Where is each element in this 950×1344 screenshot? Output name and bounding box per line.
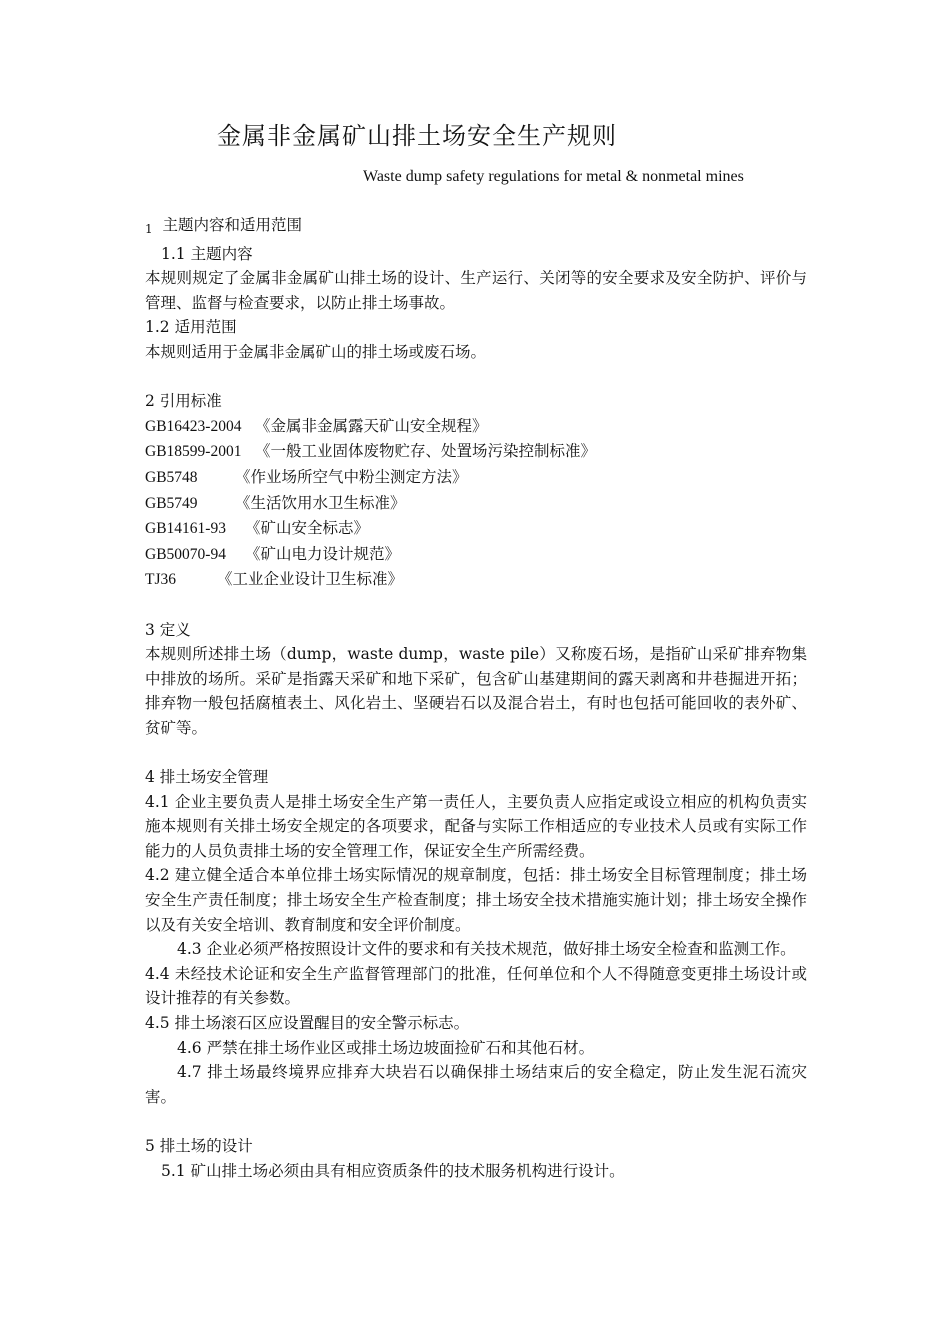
section-1-1-text: 本规则规定了金属非金属矿山排土场的设计、生产运行、关闭等的安全要求及安全防护、评价与管理、监督与检查要求，以防止排土场事故。 (145, 269, 807, 312)
reference-title: 《矿山安全标志》 (245, 519, 370, 538)
reference-item (145, 439, 807, 465)
clause-4-6: 4.6 严禁在排土场作业区或排土场边坡面捡矿石和其他石材。 (177, 1038, 595, 1057)
reference-item (145, 465, 807, 491)
section-3-text: 本规则所述排土场（dump，waste dump，waste pile）又称废石场，是指矿山采矿排弃物集中排放的场所。采矿是指露天采矿和地下采矿，包含矿山基建期间的露天剥离和井巷掘进开拓；排弃物一般包括腐植表土、风化岩土、坚硬岩石以及混合岩土，有时也包括可能回收的表外矿、贫矿等。 (145, 645, 807, 737)
document-subtitle: Waste dump safety regulations for metal & nonmetal mines (363, 168, 744, 185)
document-title: 金属非金属矿山排土场安全生产规则 (217, 122, 617, 150)
section-2-heading: 2 引用标准 (145, 392, 222, 411)
reference-item (145, 516, 807, 542)
section-3-heading: 3 定义 (145, 620, 191, 639)
section-1-title: 主题内容和适用范围 (162, 216, 303, 234)
section-1-heading (145, 213, 807, 242)
section-1-1-heading: 1.1 主题内容 (161, 244, 253, 263)
clause-4-3: 4.3 企业必须严格按照设计文件的要求和有关技术规范，做好排土场安全检查和监测工作。 (177, 940, 796, 959)
reference-code: GB50070-94 (145, 545, 226, 563)
reference-item (145, 414, 807, 440)
reference-title: 《生活饮用水卫生标准》 (235, 493, 406, 512)
reference-item (145, 542, 807, 568)
reference-code: GB5749 (145, 494, 198, 512)
reference-title: 《金属非金属露天矿山安全规程》 (255, 416, 488, 435)
reference-item (145, 491, 807, 517)
reference-title: 《矿山电力设计规范》 (245, 544, 401, 563)
reference-code: GB16423-2004 (145, 417, 242, 435)
section-4-heading: 4 排土场安全管理 (145, 768, 269, 787)
clause-4-1: 4.1 企业主要负责人是排土场安全生产第一责任人，主要负责人应指定或设立相应的机构负责实施本规则有关排土场安全规定的各项要求，配备与实际工作相适应的专业技术人员或有实际工作能力的人员负责排土场的安全管理工作，保证安全生产所需经费。 (145, 792, 807, 860)
reference-list (145, 414, 807, 593)
reference-title: 《一般工业固体废物贮存、处置场污染控制标准》 (255, 442, 597, 461)
clause-4-5: 4.5 排土场滚石区应设置醒目的安全警示标志。 (145, 1014, 470, 1032)
clause-4-7: 4.7 排土场最终境界应排弃大块岩石以确保排土场结束后的安全稳定，防止发生泥石流灾害。 (145, 1063, 807, 1106)
clause-4-4: 4.4 未经技术论证和安全生产监督管理部门的批准，任何单位和个人不得随意变更排土场设计或设计推荐的有关参数。 (145, 964, 807, 1008)
reference-code: TJ36 (145, 571, 176, 589)
reference-title: 《工业企业设计卫生标准》 (217, 570, 404, 589)
reference-code: GB18599-2001 (145, 443, 242, 461)
section-1-2-text: 本规则适用于金属非金属矿山的排土场或废石场。 (145, 342, 487, 361)
section-1-number: 1 (145, 222, 153, 236)
reference-code: GB14161-93 (145, 520, 226, 538)
document-body (145, 213, 807, 1183)
reference-title: 《作业场所空气中粉尘测定方法》 (235, 467, 468, 486)
clause-5-1: 5.1 矿山排土场必须由具有相应资质条件的技术服务机构进行设计。 (161, 1161, 625, 1180)
section-5-heading: 5 排土场的设计 (145, 1136, 253, 1155)
reference-item (145, 567, 807, 593)
section-1-2-heading: 1.2 适用范围 (145, 318, 237, 337)
reference-code: GB5748 (145, 468, 198, 486)
clause-4-2: 4.2 建立健全适合本单位排土场实际情况的规章制度，包括：排土场安全目标管理制度；排土场安全生产责任制度；排土场安全生产检查制度；排土场安全技术措施实施计划；排土场安全操作以及有关安全培训、教育制度和安全评价制度。 (145, 866, 807, 934)
